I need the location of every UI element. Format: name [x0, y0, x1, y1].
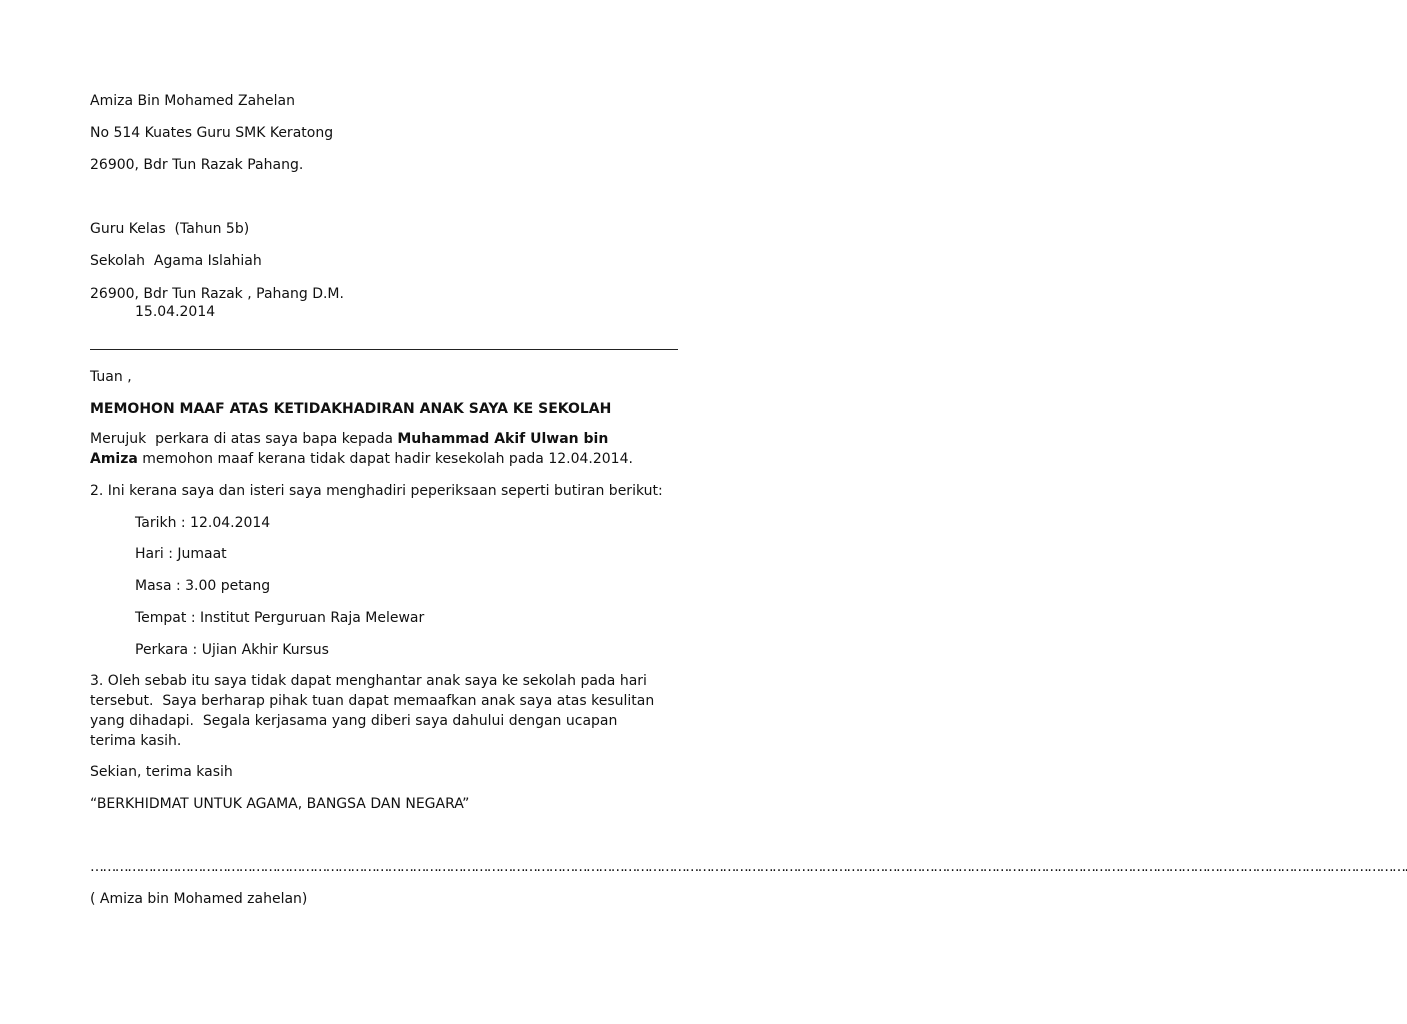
signature-dotted-line: …………………………………………………………………………………………………………………………………………………………………………………………………………………………………………………………………………………………. [90, 859, 1407, 875]
paragraph-1 [90, 429, 660, 469]
subject-heading: MEMOHON MAAF ATAS KETIDAKHADIRAN ANAK SAYA KE SEKOLAH [90, 401, 612, 417]
letter-date: 15.04.2014 [135, 304, 216, 320]
letter-page [90, 0, 1407, 1024]
salutation: Tuan , [90, 369, 132, 385]
detail-day: Hari : Jumaat [135, 546, 227, 562]
detail-date: Tarikh : 12.04.2014 [135, 515, 271, 531]
recipient-school: Sekolah Agama Islahiah [90, 253, 262, 269]
signature-name: ( Amiza bin Mohamed zahelan) [90, 891, 308, 907]
detail-place: Tempat : Institut Perguruan Raja Melewar [135, 610, 425, 626]
separator-line [90, 349, 678, 350]
motto: “BERKHIDMAT UNTUK AGAMA, BANGSA DAN NEGARA” [90, 796, 470, 812]
closing-text: Sekian, terima kasih [90, 764, 233, 780]
recipient-address: 26900, Bdr Tun Razak , Pahang D.M. [90, 286, 344, 302]
detail-matter: Perkara : Ujian Akhir Kursus [135, 642, 329, 658]
detail-time: Masa : 3.00 petang [135, 578, 271, 594]
paragraph-1-before: Merujuk perkara di atas saya bapa kepada [90, 431, 398, 447]
sender-name: Amiza Bin Mohamed Zahelan [90, 93, 295, 109]
sender-address-line2: 26900, Bdr Tun Razak Pahang. [90, 157, 304, 173]
sender-address-line1: No 514 Kuates Guru SMK Keratong [90, 125, 334, 141]
paragraph-3: 3. Oleh sebab itu saya tidak dapat menghantar anak saya ke sekolah pada hari tersebut. Saya berharap pihak tuan dapat memaafkan anak saya atas kesulitan yang dihadapi. Segala kerjasama yang diberi saya dahului dengan ucapan terima kasih. [90, 673, 659, 749]
paragraph-1-after: memohon maaf kerana tidak dapat hadir kesekolah pada 12.04.2014. [137, 451, 633, 467]
recipient-title: Guru Kelas (Tahun 5b) [90, 221, 250, 237]
paragraph-2: 2. Ini kerana saya dan isteri saya menghadiri peperiksaan seperti butiran berikut: [90, 483, 663, 499]
student-name: Muhammad Akif Ulwan bin Amiza [90, 431, 614, 467]
